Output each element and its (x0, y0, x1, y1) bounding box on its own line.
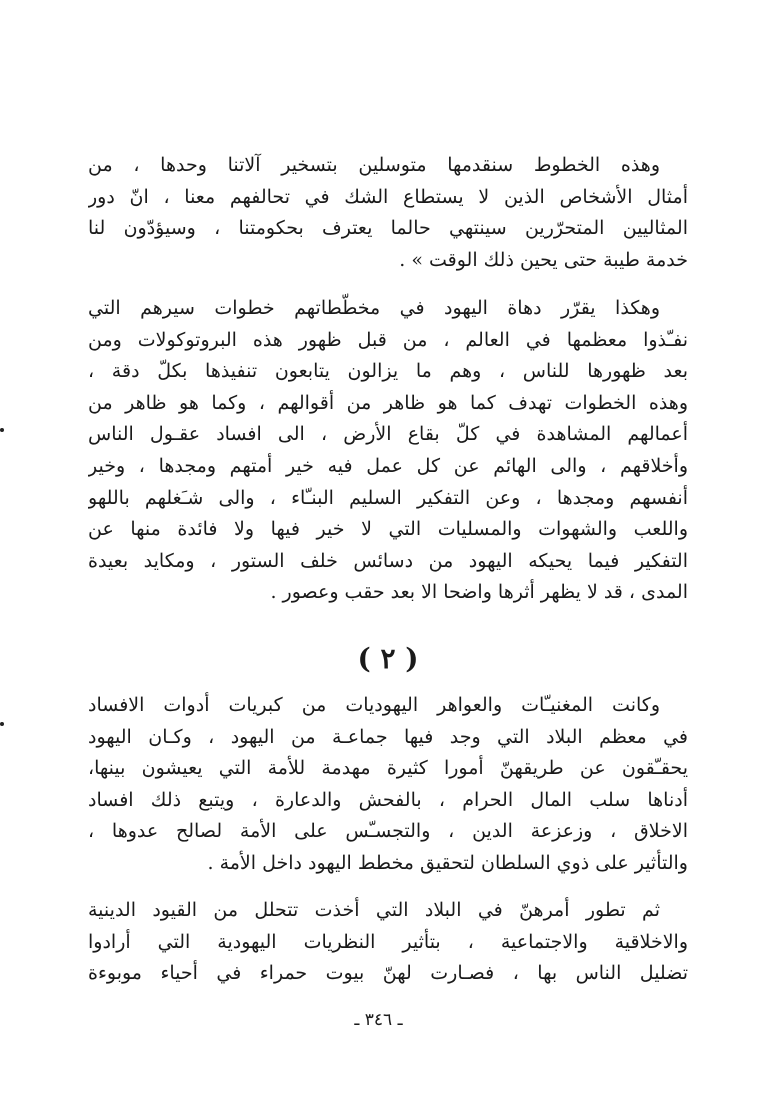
text-line: وأخلاقهم ، والى الهائم عن كل عمل فيه خير أمتهم ومجدها ، وخير (88, 454, 688, 477)
text-line: التفكير فيما يحيكه اليهود من دسائس خلف الستور ، ومكايد بعيدة (88, 549, 688, 572)
text-line: أدناها سلب المال الحرام ، بالفحش والدعارة ، ويتبع ذلك افساد (88, 788, 688, 811)
text-line: المثاليين المتحرّرين سينتهي حالما يعترف بحكومتنا ، وسيؤدّون لنا (88, 217, 688, 240)
text-line: وهكذا يقرّر دهاة اليهود في مخطّطاتهم خطوات سيرهم التي (88, 297, 660, 319)
text-line: والتأثير على ذوي السلطان لتحقيق مخطط اليهود داخل الأمة . (207, 851, 688, 874)
section-heading: ( ٢ ) (357, 642, 419, 675)
paragraph-3 (88, 690, 688, 880)
text-line: واللعب والشهوات والمسليات التي لا خير فيها ولا فائدة منها عن (88, 518, 688, 541)
text-line: وهذه الخطوط سنقدمها متوسلين بتسخير آلاتنا وحدها ، من (88, 154, 660, 176)
text-line: المدى ، قد لا يظهر أثرها واضحا الا بعد حقب وعصور . (270, 581, 688, 604)
text-line: نفـّذوا معظمها في العالم ، من قبل ظهور هذه البروتوكولات ومن (88, 328, 688, 351)
paragraph-1 (88, 150, 688, 276)
text-line: أعمالهم المشاهدة في كلّ بقاع الأرض ، الى افساد عقـول الناس (88, 423, 688, 446)
text-line: أمثال الأشخاص الذين لا يستطاع الشك في تحالفهم معنا ، انّ دور (88, 185, 688, 208)
text-line: خدمة طيبة حتى يحين ذلك الوقت » . (399, 248, 688, 271)
text-line: في معظم البلاد التي وجد فيها جماعـة من اليهود ، وكـان اليهود (88, 725, 688, 748)
text-line: وكانت المغنيـّات والعواهر اليهوديات من كبريات أدوات الافساد (88, 694, 660, 716)
text-line: والاخلاقية والاجتماعية ، بتأثير النظريات اليهودية التي أرادوا (88, 930, 688, 953)
text-line: بعد ظهورها للناس ، وهم ما يزالون يتابعون تنفيذها بكلّ دقة ، (88, 360, 688, 383)
text-line: ثم تطور أمرهنّ في البلاد التي أخذت تتحلل من القيود الدينية (88, 899, 660, 921)
text-line: يحقـّقون عن طريقهنّ أمورا كثيرة مهدمة للأمة التي يعيشون بينها، (88, 757, 688, 780)
margin-mark (0, 428, 4, 432)
text-line: الاخلاق ، وزعزعة الدين ، والتجسـّس على الأمة لصالح عدوها ، (88, 820, 688, 843)
paragraph-2 (88, 293, 688, 609)
page-number: ـ ٣٤٦ ـ (354, 1010, 403, 1030)
text-line: تضليل الناس بها ، فصـارت لهنّ بيوت حمراء في أحياء موبوءة (88, 962, 688, 985)
text-line: أنفسهم ومجدها ، وعن التفكير السليم البنـّاء ، والى شـَغلهم باللهو (88, 486, 688, 509)
margin-mark (0, 722, 4, 726)
paragraph-4 (88, 895, 688, 990)
text-line: وهذه الخطوات تهدف كما هو ظاهر من أقوالهم ، وكما هو ظاهر من (88, 391, 688, 414)
